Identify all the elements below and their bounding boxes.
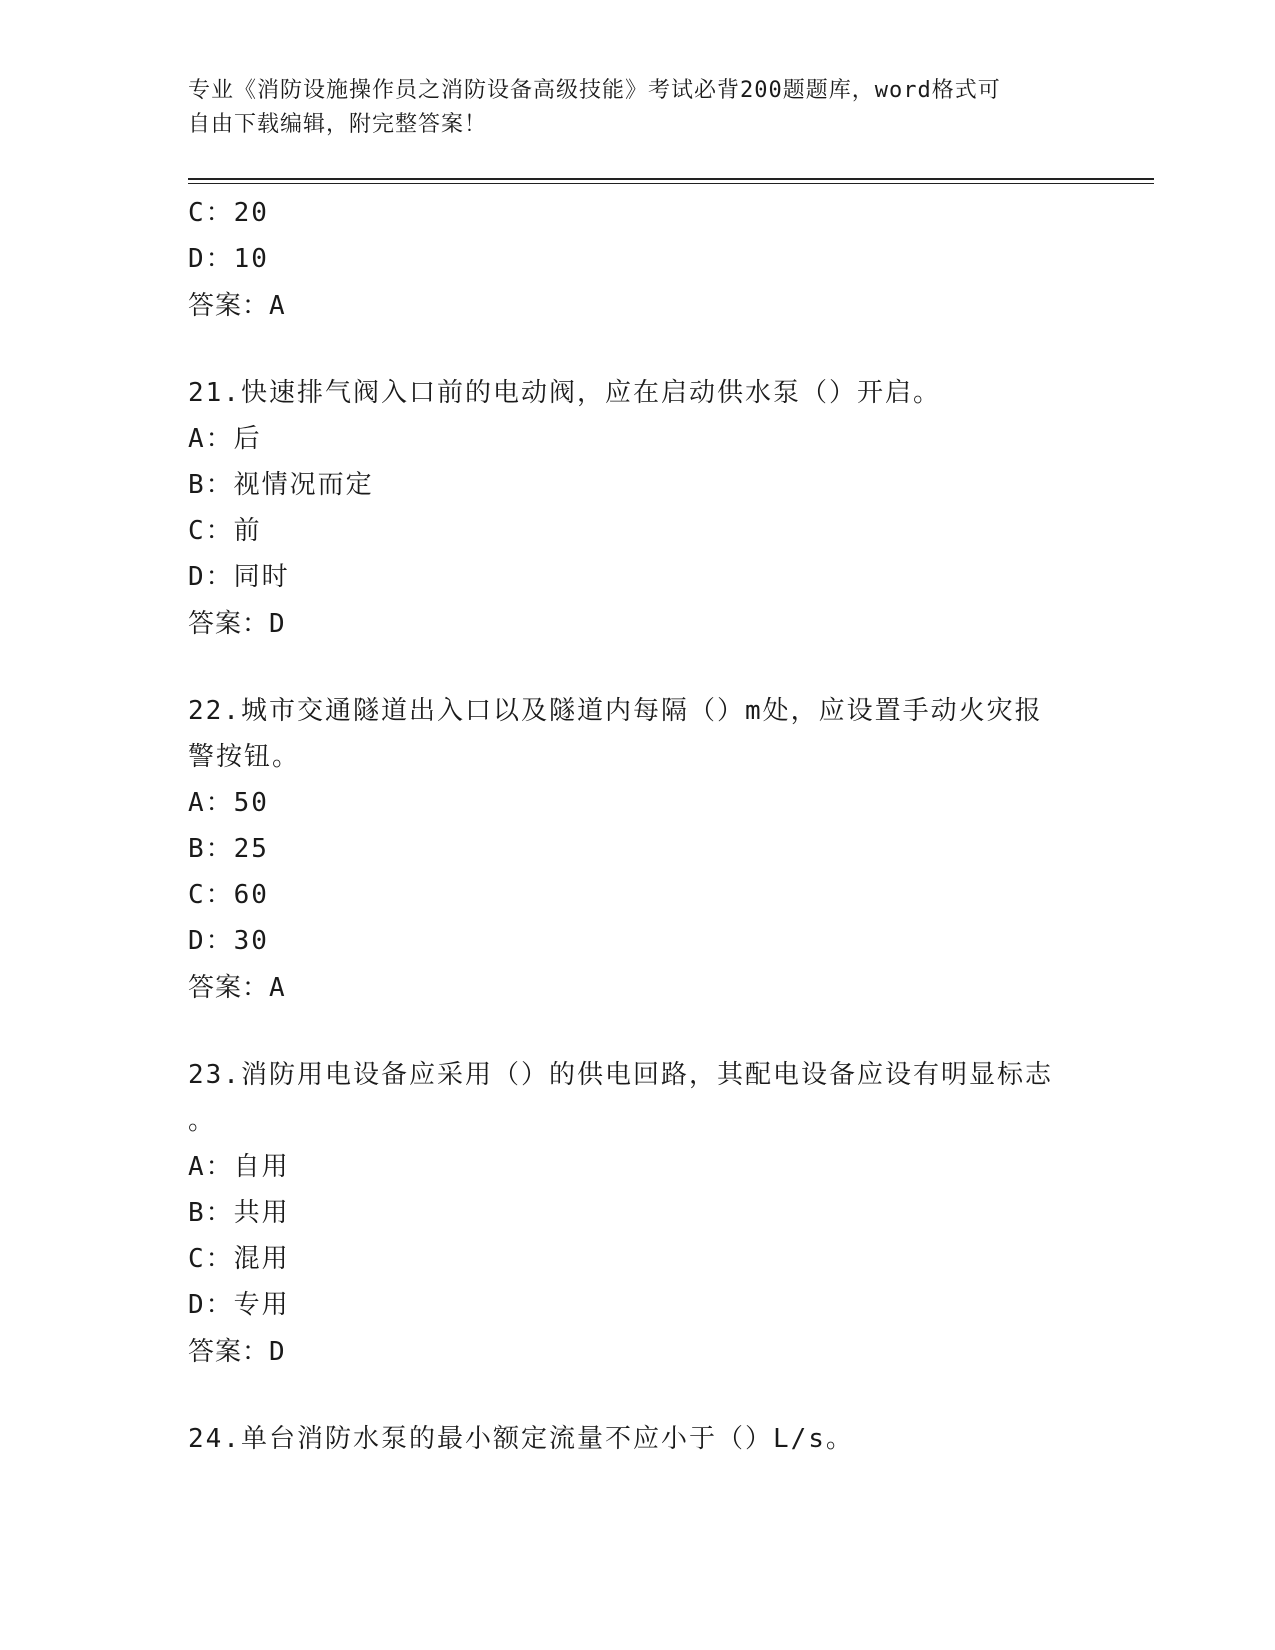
option-letter: D： <box>188 562 234 592</box>
header-divider <box>188 178 1154 184</box>
option-d <box>188 918 1088 964</box>
answer-line <box>188 1328 1088 1374</box>
question-stem: 24.单台消防水泵的最小额定流量不应小于（）L/s。 <box>188 1424 854 1454</box>
option-letter: A： <box>188 424 234 454</box>
option-letter: C： <box>188 880 234 910</box>
option-text: 混用 <box>233 1244 290 1274</box>
answer-line <box>188 600 1088 646</box>
question-stem-continued: 警按钮。 <box>188 742 301 772</box>
option-d <box>188 1282 1088 1328</box>
question-stem: 23.消防用电设备应采用（）的供电回路，其配电设备应设有明显标志 <box>188 1060 1053 1090</box>
option-text: 视情况而定 <box>233 470 374 500</box>
answer-value: A <box>269 291 286 321</box>
question-stem: 22.城市交通隧道出入口以及隧道内每隔（）m处，应设置手动火灾报 <box>188 696 1043 726</box>
option-letter: A： <box>188 788 234 818</box>
option-letter: D： <box>188 926 234 956</box>
option-letter: B： <box>188 1198 234 1228</box>
option-b <box>188 462 1088 508</box>
option-text: 后 <box>233 424 262 454</box>
option-text: 自用 <box>233 1152 290 1182</box>
header-title-line-2: 自由下载编辑，附完整答案！ <box>188 112 488 137</box>
option-a <box>188 416 1088 462</box>
option-c <box>188 508 1088 554</box>
answer-label: 答案： <box>188 290 270 320</box>
option-text: 50 <box>233 788 269 818</box>
option-text: 共用 <box>233 1198 290 1228</box>
option-letter: C： <box>188 516 234 546</box>
answer-label: 答案： <box>188 1336 270 1366</box>
option-letter: B： <box>188 470 234 500</box>
option-b <box>188 826 1088 872</box>
option-letter: B： <box>188 834 234 864</box>
question-stem: 21.快速排气阀入口前的电动阀，应在启动供水泵（）开启。 <box>188 378 941 408</box>
option-letter: C： <box>188 1244 234 1274</box>
answer-line <box>188 282 1088 328</box>
header-title-line-1: 专业《消防设施操作员之消防设备高级技能》考试必背200题题库，word格式可 <box>188 78 1001 103</box>
option-text: 30 <box>233 926 269 956</box>
option-letter: D： <box>188 244 234 274</box>
answer-label: 答案： <box>188 608 270 638</box>
option-letter: C： <box>188 198 234 228</box>
option-text: 前 <box>233 516 262 546</box>
question-22 <box>188 688 1088 1010</box>
answer-value: D <box>269 1337 286 1367</box>
option-text: 专用 <box>233 1290 290 1320</box>
question-24 <box>188 1416 1088 1462</box>
answer-label: 答案： <box>188 972 270 1002</box>
option-text: 60 <box>233 880 269 910</box>
option-d <box>188 236 1088 282</box>
question-23 <box>188 1052 1088 1374</box>
option-text: 10 <box>233 244 269 274</box>
option-letter: A： <box>188 1152 234 1182</box>
answer-value: D <box>269 609 286 639</box>
option-a <box>188 1144 1088 1190</box>
answer-line <box>188 964 1088 1010</box>
option-d <box>188 554 1088 600</box>
option-text: 20 <box>233 198 269 228</box>
option-c <box>188 872 1088 918</box>
question-21 <box>188 370 1088 646</box>
option-text: 同时 <box>233 562 290 592</box>
question-stem-continued: 。 <box>188 1106 217 1136</box>
question-20-continued <box>188 190 1088 328</box>
document-body <box>188 190 1088 1462</box>
option-c <box>188 190 1088 236</box>
answer-value: A <box>269 973 286 1003</box>
option-c <box>188 1236 1088 1282</box>
document-header <box>188 74 1068 142</box>
option-a <box>188 780 1088 826</box>
option-b <box>188 1190 1088 1236</box>
option-letter: D： <box>188 1290 234 1320</box>
option-text: 25 <box>233 834 269 864</box>
